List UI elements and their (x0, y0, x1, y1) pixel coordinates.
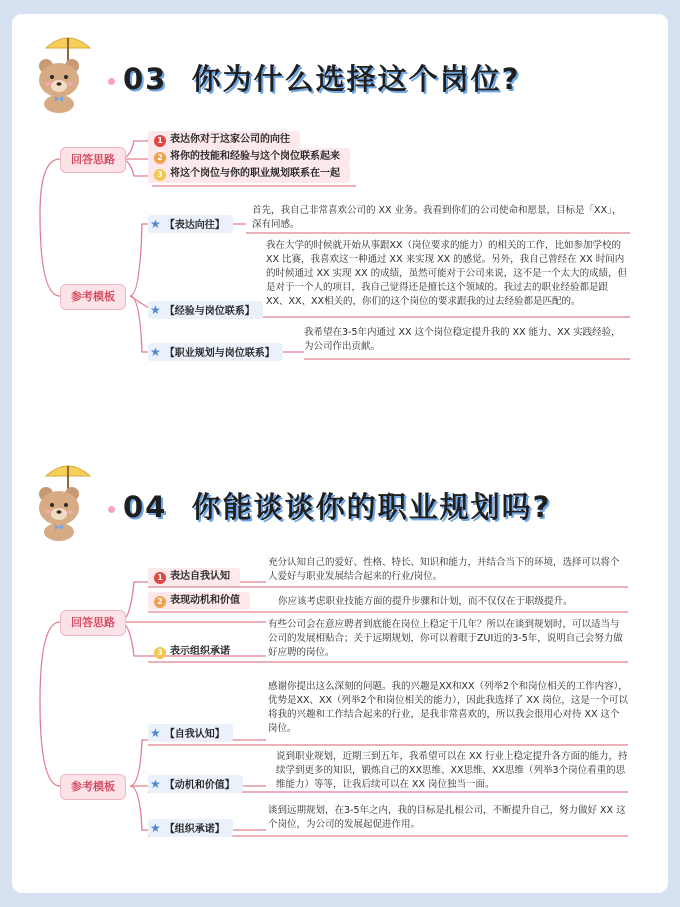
star-icon: ★ (150, 303, 161, 317)
section-number: 03 (123, 62, 168, 96)
star-icon: ★ (150, 777, 161, 791)
approach-item-text: 表达你对于这家公司的向往 (170, 134, 290, 145)
approach-item-2: 2 表现动机和价值 (148, 592, 250, 610)
section-question: 你能谈谈你的职业规划吗? (191, 490, 552, 524)
approach-item-1 (148, 131, 300, 149)
star-icon: ★ (150, 726, 161, 740)
approach-item-3 (148, 165, 350, 183)
star-icon: ★ (150, 821, 161, 835)
template-text-3: 我希望在3-5年内通过 XX 这个岗位稳定提升我的 XX 能力、XX 实践经验，为公司作出贡献。 (304, 327, 621, 352)
node-approach: 回答思路 (60, 147, 126, 173)
template-text-1: 首先，我自己非常喜欢公司的 XX 业务。我看到你们的公司使命和愿景，目标是「XX」，深有同感。 (252, 205, 622, 230)
section-number: 04 (123, 490, 168, 524)
section-question: 你为什么选择这个岗位? (191, 62, 521, 96)
number-badge: 3 (154, 169, 166, 181)
node-template: 参考模板 (60, 774, 126, 800)
star-icon: ★ (150, 217, 161, 231)
template-tag-1: ★ 【自我认知】 (148, 724, 233, 742)
approach-text-3: 有些公司会在意应聘者到底能在岗位上稳定干几年？所以在谈到规划时，可以适当与公司的发展相贴合；关于远期规划，你可以着眼于ZUI近的3-5年，说明自己会努力做好应聘的岗位。 (268, 619, 623, 658)
approach-item-3: 3 表示组织承诺 (148, 643, 240, 661)
approach-item-2 (148, 148, 350, 166)
template-tag-1: ★ 【表达向往】 (148, 215, 233, 233)
template-text-1: 感谢你提出这么深刻的问题。我的兴趣是XX和XX（列举2个和岗位相关的工作内容），优势是XX、XX（列举2个和岗位相关的能力），因此我选择了 XX 岗位，这是一个可以将我的兴趣和工作结合起来的行业，是我非常喜欢的，所以我会很用心对待 XX 这个岗位。 (268, 681, 628, 734)
template-tag-2: ★ 【经验与岗位联系】 (148, 301, 263, 319)
number-badge: 1 (154, 572, 166, 584)
star-icon: ★ (150, 345, 161, 359)
approach-item-text: 将你的技能和经验与这个岗位联系起来 (170, 151, 340, 162)
approach-text-2: 你应该考虑职业技能方面的提升步骤和计划，而不仅仅在于职级提升。 (278, 596, 573, 607)
approach-item-text: 将这个岗位与你的职业规划联系在一起 (170, 168, 340, 179)
template-text-2: 说到职业规划，近期三到五年，我希望可以在 XX 行业上稳定提升各方面的能力，持续学到更多的知识，锻炼自己的XX思维、XX思维、XX思维（列举3个岗位看重的思维能力）等等，让我后续可以在 XX 岗位独当一面。 (276, 751, 628, 790)
template-tag-3: ★ 【职业规划与岗位联系】 (148, 343, 283, 361)
page-card (12, 14, 668, 893)
approach-item-1: 1 表达自我认知 (148, 568, 240, 586)
template-tag-2: ★ 【动机和价值】 (148, 775, 243, 793)
template-text-3: 谈到远期规划，在3-5年之内，我的目标是扎根公司，不断提升自己，努力做好 XX 这个岗位，为公司的发展起促进作用。 (268, 805, 626, 830)
number-badge: 2 (154, 152, 166, 164)
template-text-2: 我在大学的时候就开始从事跟XX（岗位要求的能力）的相关的工作，比如参加学校的 XX 比赛，我喜欢这一种通过 XX 来实现 XX 的感觉。另外，我自己曾经在 XX 时间内的时候通过 XX 实现 XX 的成绩，虽然可能对于公司来说，这不是一个太大的成绩，但是对于一个人的项目，我自己觉得还是擅长这个领域的。我过去的职业经验都是跟 XX、XX、XX相关的，你们的这个岗位的要求跟我的过去经验都是匹配的。 (266, 240, 628, 307)
number-badge: 3 (154, 647, 166, 659)
number-badge: 1 (154, 135, 166, 147)
template-tag-3: ★ 【组织承诺】 (148, 819, 233, 837)
node-approach: 回答思路 (60, 610, 126, 636)
approach-text-1: 充分认知自己的爱好、性格、特长、知识和能力，并结合当下的环境，选择可以将个人爱好与职业发展结合起来的行业/岗位。 (268, 557, 620, 582)
node-template: 参考模板 (60, 284, 126, 310)
number-badge: 2 (154, 596, 166, 608)
